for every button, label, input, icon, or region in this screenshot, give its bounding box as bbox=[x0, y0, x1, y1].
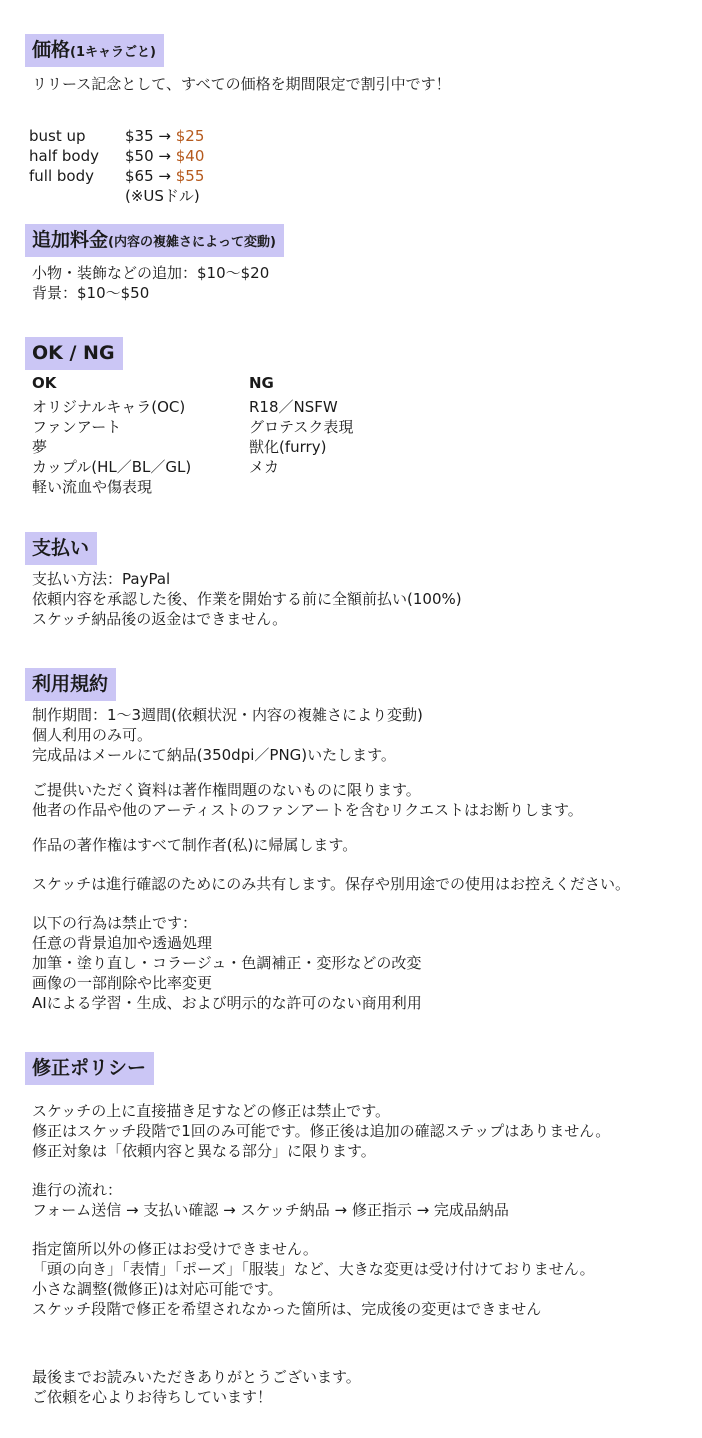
price-name: bust up bbox=[29, 127, 86, 145]
price-intro: リリース記念として、すべての価格を期間限定で割引中です！ bbox=[32, 75, 451, 93]
section-heading-okng: OK / NG bbox=[25, 337, 123, 370]
closing-line: 最後までお読みいただきありがとうございます。 bbox=[32, 1368, 361, 1386]
payment-line: 支払い方法：PayPal bbox=[32, 570, 171, 588]
section-heading-terms: 利用規約 bbox=[25, 668, 116, 701]
price-old: $65 → bbox=[125, 167, 171, 185]
revision-group bbox=[32, 1239, 595, 1319]
price-row bbox=[125, 166, 204, 186]
revision-group bbox=[32, 1180, 509, 1220]
heading-subtext: (1キャラごと) bbox=[70, 45, 156, 60]
price-name: full body bbox=[29, 167, 94, 185]
closing-message bbox=[32, 1367, 361, 1407]
ng-label: NG bbox=[249, 374, 274, 392]
ok-item: 軽い流血や傷表現 bbox=[32, 478, 153, 496]
section-heading-payment: 支払い bbox=[25, 532, 97, 565]
payment-line: スケッチ納品後の返金はできません。 bbox=[32, 610, 288, 628]
extra-line: 小物・装飾などの追加：$10〜$20 bbox=[32, 264, 270, 282]
ok-item: 夢 bbox=[32, 438, 48, 456]
heading-text: 価格 bbox=[32, 39, 71, 61]
terms-line: ご提供いただく資料は著作権問題のないものに限ります。 bbox=[32, 781, 421, 799]
currency-note: (※USドル) bbox=[125, 187, 200, 205]
terms-line: 以下の行為は禁止です： bbox=[32, 914, 198, 932]
ok-label: OK bbox=[32, 374, 57, 392]
price-values bbox=[125, 126, 204, 206]
ng-item: 獣化(furry) bbox=[249, 438, 327, 456]
ng-list bbox=[249, 397, 353, 477]
price-new: $25 bbox=[175, 127, 205, 145]
revision-line: スケッチ段階で修正を希望されなかった箇所は、完成後の変更はできません bbox=[32, 1300, 542, 1318]
revision-line: スケッチの上に直接描き足すなどの修正は禁止です。 bbox=[32, 1102, 391, 1120]
ok-item: ファンアート bbox=[32, 418, 122, 436]
closing-line: ご依頼を心よりお待ちしています！ bbox=[32, 1388, 273, 1406]
terms-line: 作品の著作権はすべて制作者(私)に帰属します。 bbox=[32, 836, 358, 854]
extra-line: 背景：$10〜$50 bbox=[32, 284, 150, 302]
price-old: $35 → bbox=[125, 127, 171, 145]
heading-text: 追加料金 bbox=[32, 229, 109, 251]
price-new: $40 bbox=[175, 147, 205, 165]
terms-line: 他者の作品や他のアーティストのファンアートを含むリクエストはお断りします。 bbox=[32, 801, 583, 819]
terms-line: 完成品はメールにて納品(350dpi／PNG)いたします。 bbox=[32, 746, 396, 764]
revision-line: 小さな調整(微修正)は対応可能です。 bbox=[32, 1280, 283, 1298]
price-row bbox=[125, 146, 204, 166]
terms-group bbox=[32, 705, 423, 765]
terms-line: 個人利用のみ可。 bbox=[32, 726, 153, 744]
extra-list bbox=[32, 263, 269, 303]
revision-line: 修正対象は「依頼内容と異なる部分」に限ります。 bbox=[32, 1142, 376, 1160]
terms-line: 加筆・塗り直し・コラージュ・色調補正・変形などの改変 bbox=[32, 954, 422, 972]
ok-item: カップル(HL／BL／GL) bbox=[32, 458, 192, 476]
terms-group bbox=[32, 913, 422, 1013]
ng-item: メカ bbox=[249, 458, 280, 476]
ok-item: オリジナルキャラ(OC) bbox=[32, 398, 186, 416]
payment-list bbox=[32, 569, 462, 629]
terms-group bbox=[32, 780, 583, 820]
revision-line: フォーム送信 → 支払い確認 → スケッチ納品 → 修正指示 → 完成品納品 bbox=[32, 1201, 509, 1219]
revision-line: 進行の流れ： bbox=[32, 1181, 123, 1199]
terms-line: AIによる学習・生成、および明示的な許可のない商用利用 bbox=[32, 994, 422, 1012]
terms-line: スケッチは進行確認のためにのみ共有します。保存や別用途での使用はお控えください。 bbox=[32, 875, 631, 893]
ng-item: グロテスク表現 bbox=[249, 418, 354, 436]
terms-group bbox=[32, 874, 630, 894]
price-new: $55 bbox=[175, 167, 205, 185]
section-heading-extra bbox=[25, 224, 284, 257]
terms-group bbox=[32, 835, 357, 855]
revision-line: 「頭の向き」「表情」「ポーズ」「服装」など、大きな変更は受け付けておりません。 bbox=[32, 1260, 595, 1278]
revision-group bbox=[32, 1101, 610, 1161]
terms-line: 制作期間：1〜3週間(依頼状況・内容の複雑さにより変動) bbox=[32, 706, 423, 724]
revision-line: 指定箇所以外の修正はお受けできません。 bbox=[32, 1240, 318, 1258]
price-name: half body bbox=[29, 147, 100, 165]
price-row bbox=[125, 126, 204, 146]
section-heading-revision: 修正ポリシー bbox=[25, 1052, 154, 1085]
price-names bbox=[29, 126, 99, 186]
payment-line: 依頼内容を承認した後、作業を開始する前に全額前払い(100%) bbox=[32, 590, 462, 608]
price-old: $50 → bbox=[125, 147, 171, 165]
ok-list bbox=[32, 397, 191, 497]
terms-line: 画像の一部削除や比率変更 bbox=[32, 974, 213, 992]
ng-item: R18／NSFW bbox=[249, 398, 338, 416]
revision-line: 修正はスケッチ段階で1回のみ可能です。修正後は追加の確認ステップはありません。 bbox=[32, 1122, 611, 1140]
heading-subtext: (内容の複雑さによって変動) bbox=[108, 235, 276, 250]
terms-line: 任意の背景追加や透過処理 bbox=[32, 934, 213, 952]
section-heading-price bbox=[25, 34, 164, 67]
